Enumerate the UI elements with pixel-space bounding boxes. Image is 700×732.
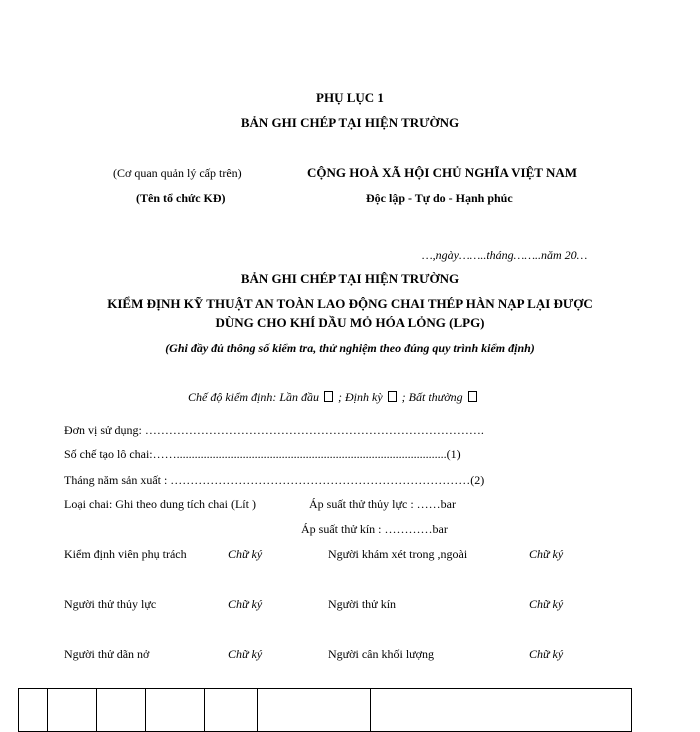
mode-periodic-label: ; Định kỳ xyxy=(338,390,383,404)
type-field: Loại chai: Ghi theo dung tích chai (Lít ) xyxy=(64,497,256,511)
mode-first-label: Chế độ kiểm định: Lần đầu xyxy=(188,390,319,404)
serial-field: Số chế tạo lô chai:……..........................................................................................(1) xyxy=(64,447,461,461)
signature-role: Người cân khối lượng xyxy=(328,647,435,661)
inspection-mode xyxy=(188,390,479,405)
doc-subtitle-2: DÙNG CHO KHÍ DẦU MỎ HÓA LỎNG (LPG) xyxy=(215,315,485,330)
signature-label: Chữ ký xyxy=(529,597,564,611)
table-header-row xyxy=(19,689,632,732)
signature-label: Chữ ký xyxy=(228,597,263,611)
results-table xyxy=(18,688,632,732)
country-name: CỘNG HOÀ XÃ HỘI CHỦ NGHĨA VIỆT NAM xyxy=(307,165,578,180)
appendix-title: PHỤ LỤC 1 xyxy=(316,90,384,105)
signature-role: Người thử dãn nở xyxy=(64,647,150,661)
first-checkbox[interactable] xyxy=(324,391,333,402)
signature-label: Chữ ký xyxy=(228,547,263,561)
signature-role: Người khám xét trong ,ngoài xyxy=(328,547,468,561)
doc-subtitle-1: KIỂM ĐỊNH KỸ THUẬT AN TOÀN LAO ĐỘNG CHAI THÉP HÀN NẠP LẠI ĐƯỢC xyxy=(107,296,593,311)
table-header-cell xyxy=(371,689,632,732)
date-line: …,ngày……..tháng……..năm 20… xyxy=(422,248,588,262)
signature-label: Chữ ký xyxy=(228,647,263,661)
table-header-cell xyxy=(48,689,97,732)
agency-label: (Cơ quan quản lý cấp trên) xyxy=(113,166,242,180)
leak-pressure-field: Áp suất thử kín : …………bar xyxy=(301,522,448,536)
signature-role: Kiểm định viên phụ trách xyxy=(64,547,187,561)
manufacture-field: Tháng năm sản xuất : …………………………………………………………………(2) xyxy=(64,473,485,487)
doc-note: (Ghi đầy đủ thông số kiểm tra, thử nghiệm theo đúng quy trình kiểm định) xyxy=(165,341,535,355)
signature-label: Chữ ký xyxy=(529,647,564,661)
periodic-checkbox[interactable] xyxy=(388,391,397,402)
signature-role: Người thử thủy lực xyxy=(64,597,157,611)
table-header-cell xyxy=(205,689,258,732)
table-header-cell xyxy=(19,689,48,732)
org-label: (Tên tổ chức KĐ) xyxy=(136,191,226,205)
signature-label: Chữ ký xyxy=(529,547,564,561)
unit-field: Đơn vị sử dụng: …………………………………………………………………………. xyxy=(64,423,484,437)
table-header-cell xyxy=(97,689,146,732)
table-header-cell xyxy=(258,689,371,732)
motto: Độc lập - Tự do - Hạnh phúc xyxy=(366,191,513,205)
doc-title: BẢN GHI CHÉP TẠI HIỆN TRƯỜNG xyxy=(240,271,460,286)
header-title: BẢN GHI CHÉP TẠI HIỆN TRƯỜNG xyxy=(240,115,460,130)
mode-irregular-label: ; Bất thường xyxy=(401,390,463,404)
hydro-pressure-field: Áp suất thử thủy lực : ……bar xyxy=(309,497,456,511)
table-header-cell xyxy=(146,689,205,732)
irregular-checkbox[interactable] xyxy=(468,391,477,402)
signature-role: Người thử kín xyxy=(328,597,397,611)
